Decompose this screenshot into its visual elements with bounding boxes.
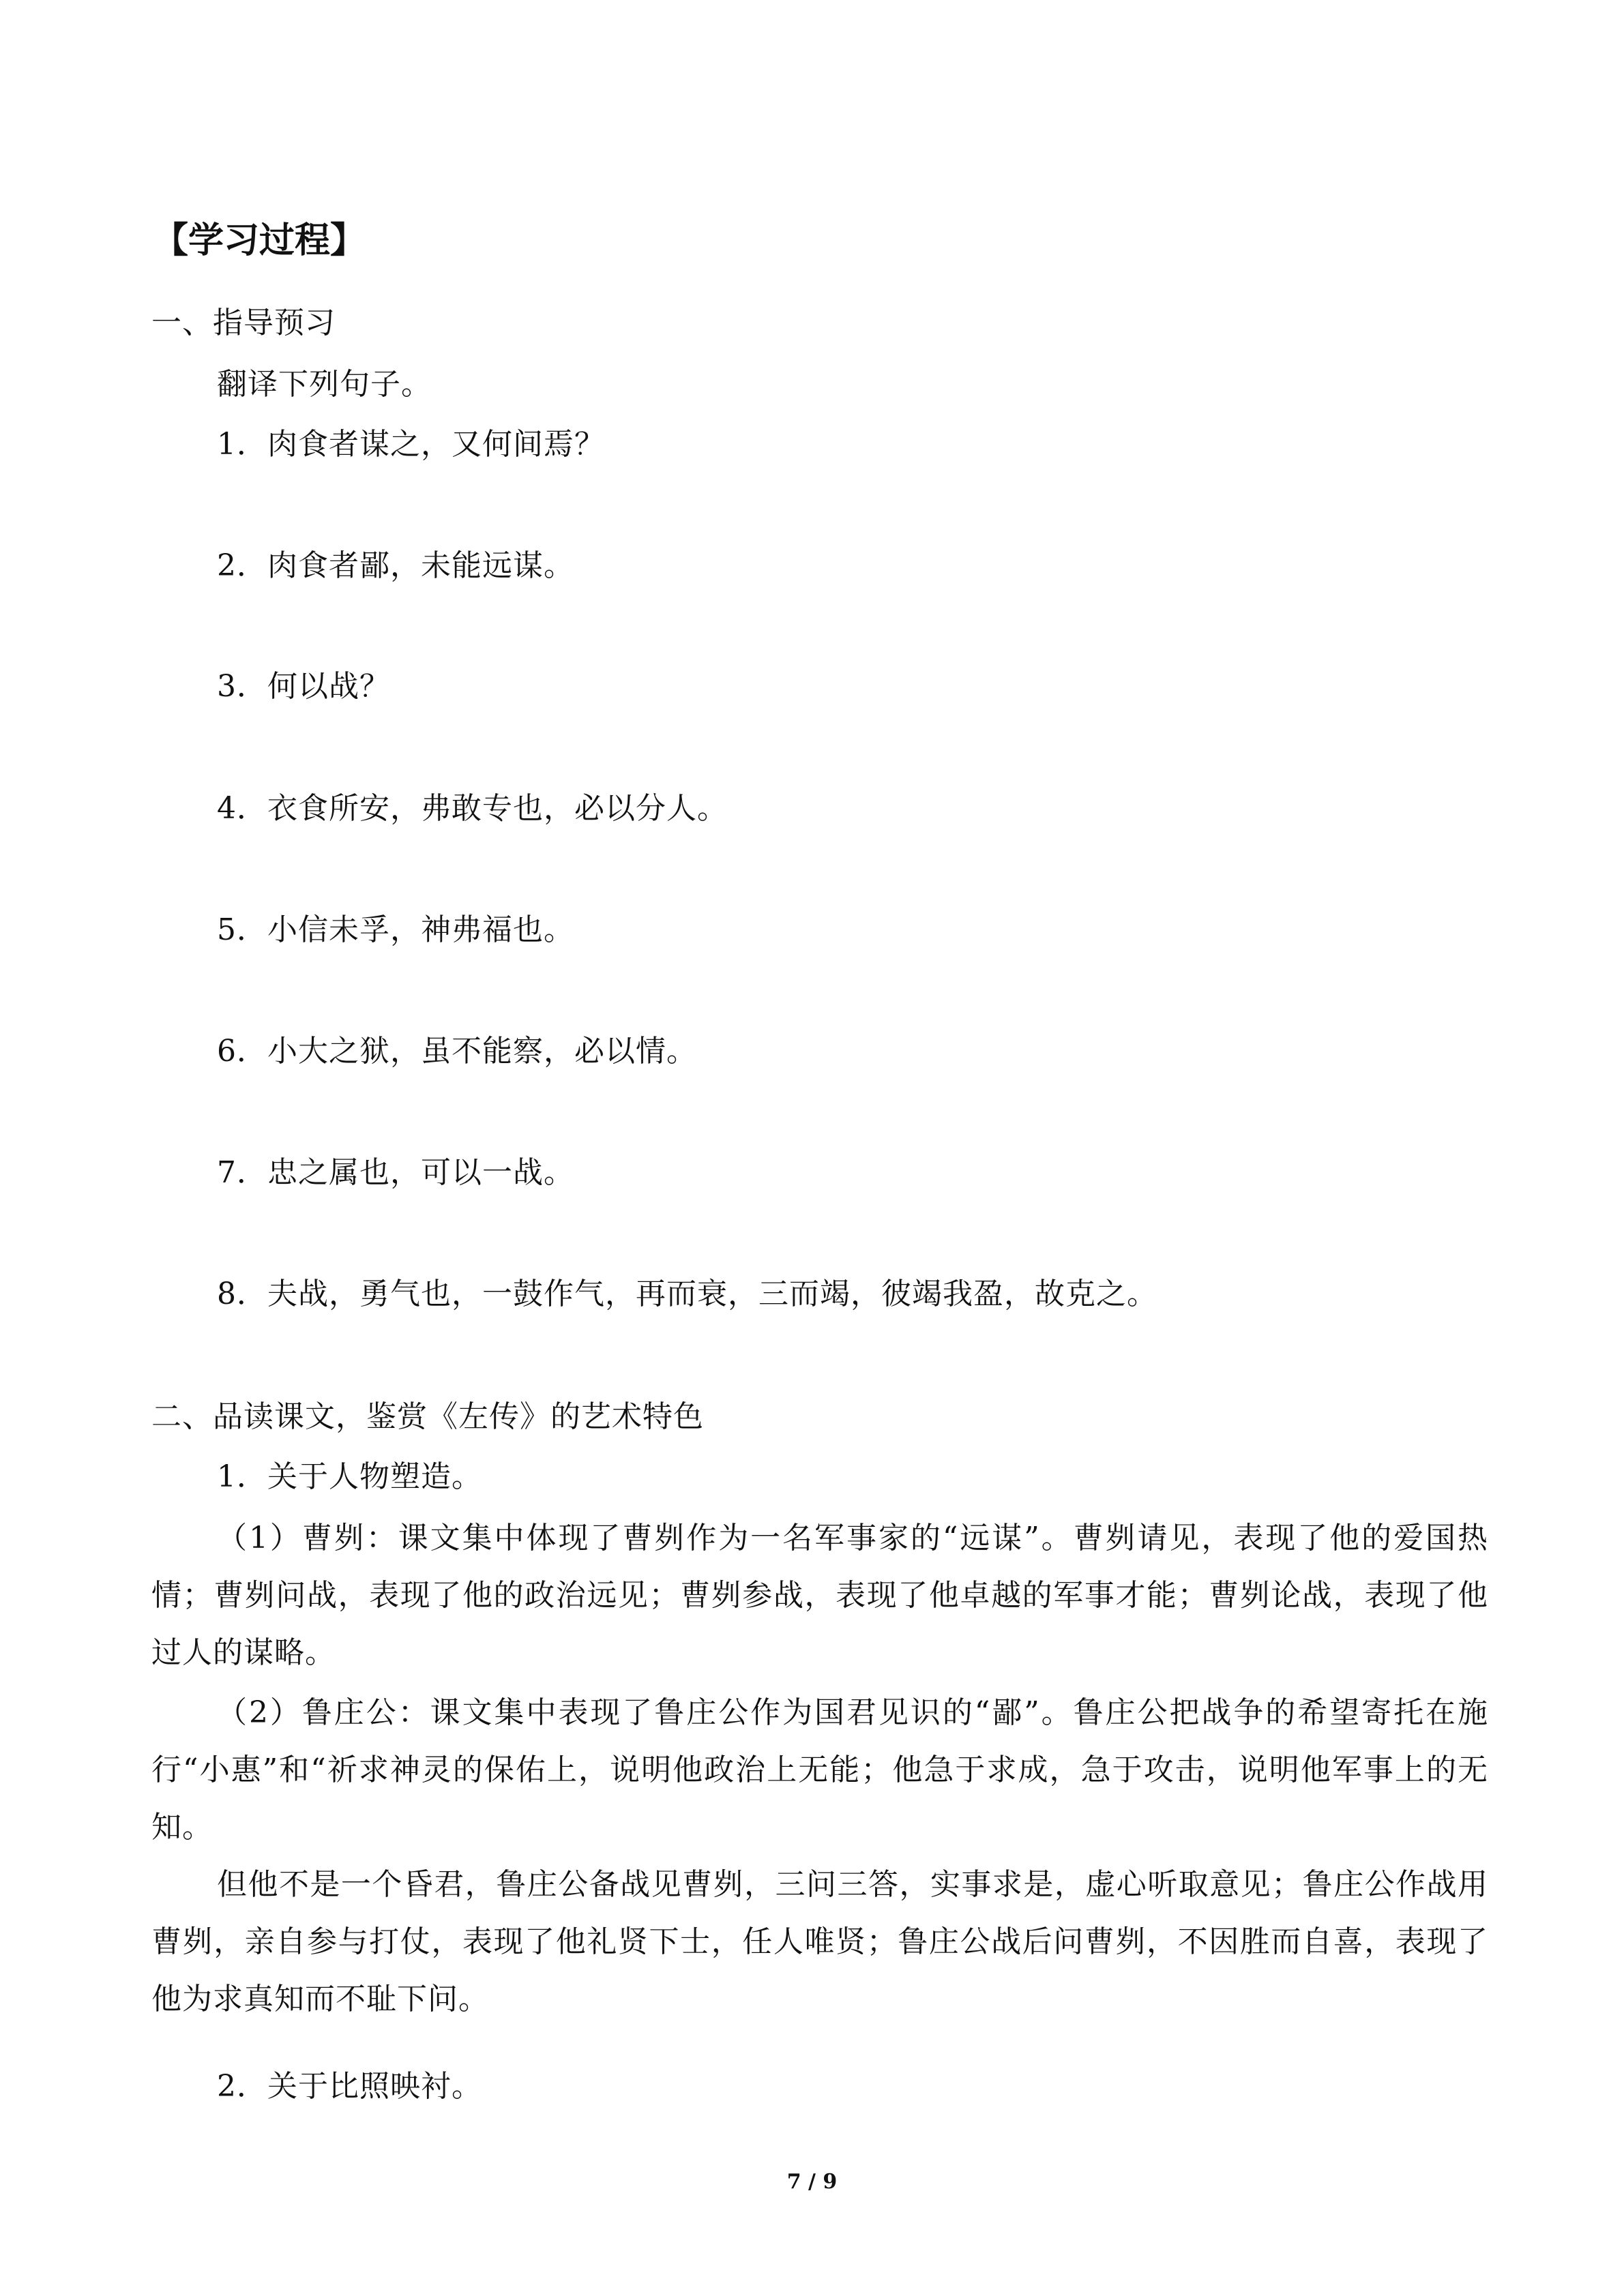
sentence-item-2: 2．肉食者鄙，未能远谋。: [217, 548, 574, 583]
sentence-item-3: 3．何以战？: [217, 669, 390, 704]
paragraph-lu-zhuang-gong-2: 但他不是一个昏君，鲁庄公备战见曹刿，三问三答，实事求是，虚心听取意见；鲁庄公作战用曹刿，亲自参与打仗，表现了他礼贤下士，任人唯贤；鲁庄公战后问曹刿，不因胜而自喜，表现了他为求真知而不耻下问。: [151, 1867, 1488, 2016]
section-title: 【学习过程】: [153, 220, 366, 261]
part2-subheading-2: 2．关于比照映衬。: [217, 2069, 482, 2104]
sentence-item-1: 1．肉食者谋之，又何间焉？: [217, 427, 605, 462]
sentence-item-7: 7．忠之属也，可以一战。: [217, 1155, 574, 1190]
sentence-item-8: 8．夫战，勇气也，一鼓作气，再而衰，三而竭，彼竭我盈，故克之。: [217, 1277, 1157, 1311]
part1-instruction: 翻译下列句子。: [217, 367, 432, 402]
sentence-item-6: 6．小大之狱，虽不能察，必以情。: [217, 1034, 697, 1069]
part1-heading: 一、指导预习: [151, 305, 336, 340]
part2-heading: 二、品读课文，鉴赏《左传》的艺术特色: [151, 1399, 704, 1434]
paragraph-cao-gui: （1）曹刿：课文集中体现了曹刿作为一名军事家的“远谋”。曹刿请见，表现了他的爱国热情；曹刿问战，表现了他的政治远见；曹刿参战，表现了他卓越的军事才能；曹刿论战，表现了他过人的谋略。: [151, 1521, 1488, 1670]
sentence-item-4: 4．衣食所安，弗敢专也，必以分人。: [217, 791, 728, 826]
page-number: 7 / 9: [786, 2170, 838, 2194]
sentence-item-5: 5．小信未孚，神弗福也。: [217, 912, 574, 947]
paragraph-lu-zhuang-gong: （2）鲁庄公：课文集中表现了鲁庄公作为国君见识的“鄙”。鲁庄公把战争的希望寄托在施行“小惠”和“祈求神灵的保佑上，说明他政治上无能；他急于求成，急于攻击，说明他军事上的无知。: [151, 1695, 1488, 1845]
part2-subheading-1: 1．关于人物塑造。: [217, 1459, 482, 1494]
